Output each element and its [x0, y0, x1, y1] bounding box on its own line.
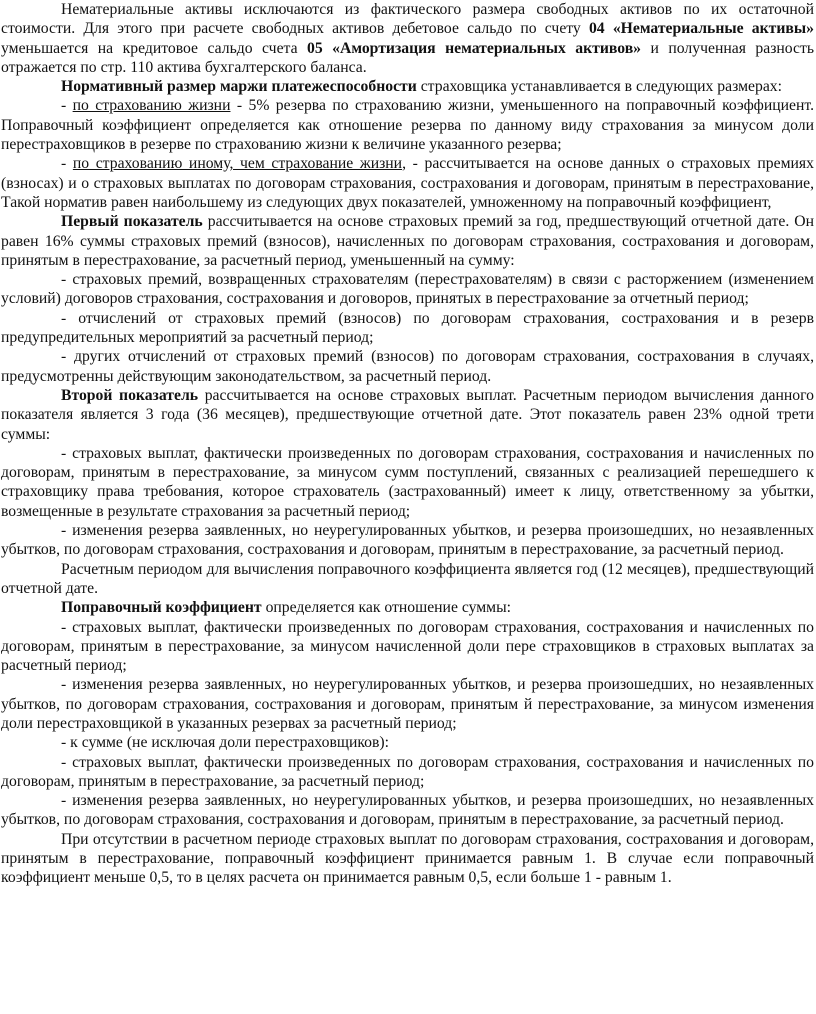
paragraph-non-life-insurance: - по страхованию иному, чем страхование жизни, - рассчитывается на основе данных о страховых премиях (взносах) и о страховых выплатах по договорам страхования, сострахования и договорам, принятым в перестрахование, Такой норматив равен наибольшему из следующих двух показателей, умноженному на поправочный коэффициент, [1, 155, 814, 211]
list-item-net-reserve-changes: - изменения резерва заявленных, но неурегулированных убытков, и резерва произошедших, но незаявленных убытков, по договорам страхования, сострахования и договорам, принятым й перестрахование, за минусом изменения доли перестраховщикой в указанных резервах за расчетный период; [1, 676, 814, 732]
bold-account-04: 04 «Нематериальные активы» [588, 20, 814, 38]
paragraph-first-indicator: Первый показатель рассчитывается на основе страховых премий за год, предшествующий отчетной дате. Он равен 16% суммы страховых премий (взносов), начисленных по договорам страхования, сострахования и договорам, принятым в перестрахование, за расчетный период, уменьшенный на сумму: [1, 213, 814, 269]
underlined-non-life-insurance: по страхованию иному, чем страхование жизни [72, 155, 403, 173]
paragraph-life-insurance: - по страхованию жизни - 5% резерва по страхованию жизни, уменьшенного на поправочный коэффициент. Поправочный коэффициент определяется как отношение резерва по данному виду страхования за минусом доли перестраховщиков в резерве по страхованию жизни к величине указанного резерва; [1, 97, 814, 154]
paragraph-second-indicator: Второй показатель рассчитывается на основе страховых выплат. Расчетным периодом вычисления данного показателя является 3 года (36 месяцев), предшествующие отчетной дате. Этот показатель равен 23% одной трети суммы: [1, 386, 814, 443]
list-item-other-deductions: - других отчислений от страховых премий (взносов) по договорам страхования, сострахования в случаях, предусмотренны действующим законодательством, за расчетный период. [1, 348, 814, 385]
list-item-reserve-changes: - изменения резерва заявленных, но неурегулированных убытков, и резерва произошедших, но незаявленных убытков, по договорам страхования, сострахования и договорам, принятым в перестрахование, за расчетный период. [1, 522, 814, 559]
bold-account-05: 05 «Амортизация нематериальных активов» [307, 39, 642, 57]
list-item-gross-reserve-changes: - изменения резерва заявленных, но неурегулированных убытков, и резерва произошедших, но незаявленных убытков, по договорам страхования, сострахования и договорам, принятым в перестрахование, за расчетный период. [1, 792, 814, 829]
paragraph-solvency-margin: Нормативный размер маржи платежеспособности страховщика устанавливается в следующих размерах: [61, 78, 782, 96]
bold-term-solvency-margin: Нормативный размер маржи платежеспособности [61, 78, 417, 96]
paragraph-coefficient-limits: При отсутствии в расчетном периоде страховых выплат по договорам страхования, сострахования и договорам, принятым в перестрахование, поправочный коэффициент принимается равным 1. В случае если поправочный коэффициент меньше 0,5, то в целях расчета он принимается равным 0,5, если больше 1 - равным 1. [1, 830, 814, 887]
list-item-net-payments: - страховых выплат, фактически произведенных по договорам страхования, сострахования и начисленных по договорам, принятым в перестрахование, за минусом начисленной доли пере страховщиков в страховых выплатах за расчетный период; [1, 618, 814, 675]
bold-term-first-indicator: Первый показатель [61, 213, 203, 231]
list-item-returned-premiums: - страховых премий, возвращенных страхователям (перестрахователям) в связи с расторжением (изменением условий) договоров страхования, сострахования и договоров, принятых в перестрахование за отчетный период; [1, 271, 814, 308]
list-item-insurance-payments: - страховых выплат, фактически произведенных по договорам страхования, сострахования и начисленных по договорам, принятым в перестрахование, за минусом сумм поступлений, связанных с реализацией перешедшего к страховщику права требования, которое страхователь (застрахованный) имеет к лицу, ответственному за убытки, возмещенные в результате страхования за расчетный период; [1, 444, 814, 520]
paragraph-correction-coefficient: Поправочный коэффициент определяется как отношение суммы: [61, 599, 511, 617]
list-item-premium-deductions: - отчислений от страховых премий (взносов) по договорам страхования, сострахования и в резерв предупредительных мероприятий за расчетный период; [1, 309, 814, 347]
bold-term-correction-coefficient: Поправочный коэффициент [61, 599, 262, 617]
bold-term-second-indicator: Второй показатель [61, 386, 199, 404]
list-item-to-sum: - к сумме (не исключая доли перестраховщиков): [61, 734, 390, 752]
underlined-life-insurance: по страхованию жизни [72, 97, 231, 115]
list-item-gross-payments: - страховых выплат, фактически произведенных по договорам страхования, сострахования и начисленных по договорам, принятым в перестрахование, за расчетный период; [1, 753, 814, 790]
paragraph-intangible-assets: Нематериальные активы исключаются из фактического размера свободных активов по их остаточной стоимости. Для этого при расчете свободных активов дебетовое сальдо по счету 04 «Нематериальные активы» уменьшается на кредитовое сальдо счета 05 «Амортизация нематериальных активов» и полученная разность отражается по стр. 110 актива бухгалтерского баланса. [1, 1, 814, 76]
paragraph-calculation-period: Расчетным периодом для вычисления поправочного коэффициента является год (12 месяцев), предшествующий отчетной дате. [1, 560, 814, 597]
